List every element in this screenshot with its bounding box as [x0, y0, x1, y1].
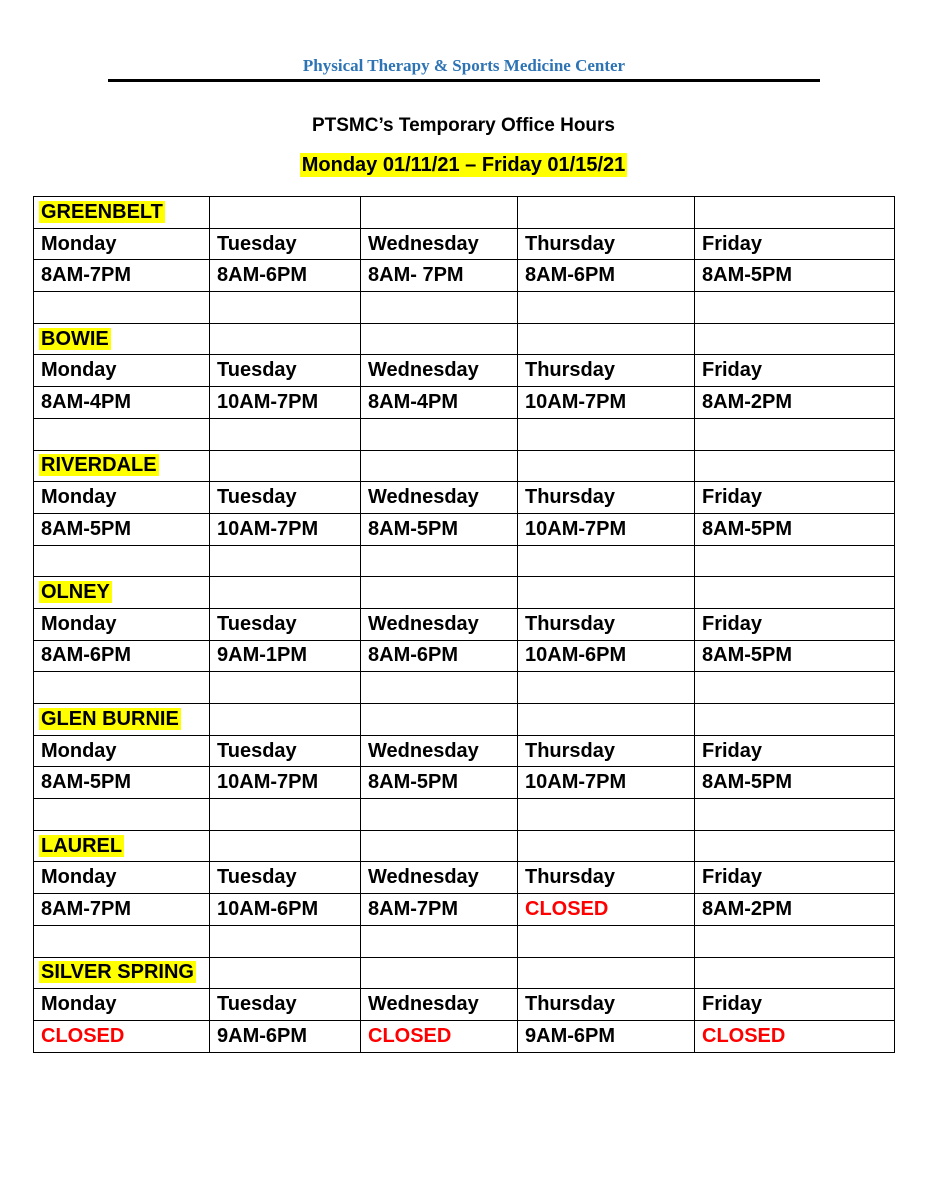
- empty-cell: [210, 197, 361, 229]
- empty-cell: [361, 672, 518, 704]
- hours-cell-thursday: 10AM-7PM: [518, 513, 695, 545]
- location-name: OLNEY: [41, 581, 110, 604]
- header-divider: [108, 79, 820, 82]
- day-label-wednesday: Wednesday: [361, 989, 518, 1021]
- day-header-row: [34, 735, 895, 767]
- location-name-cell: [34, 704, 210, 736]
- hours-cell-friday: 8AM-5PM: [695, 640, 895, 672]
- empty-cell: [210, 292, 361, 324]
- empty-cell: [518, 799, 695, 831]
- empty-cell: [361, 830, 518, 862]
- empty-cell: [518, 830, 695, 862]
- empty-cell: [361, 197, 518, 229]
- day-label-wednesday: Wednesday: [361, 355, 518, 387]
- hours-cell-tuesday: 10AM-7PM: [210, 387, 361, 419]
- location-name: BOWIE: [41, 327, 109, 350]
- empty-cell: [361, 957, 518, 989]
- empty-cell: [695, 799, 895, 831]
- hours-cell-tuesday: 9AM-1PM: [210, 640, 361, 672]
- empty-cell: [210, 418, 361, 450]
- hours-cell-tuesday: 10AM-6PM: [210, 894, 361, 926]
- location-name: LAUREL: [41, 834, 123, 857]
- hours-cell-wednesday: 8AM-6PM: [361, 640, 518, 672]
- empty-cell: [361, 323, 518, 355]
- empty-cell: [361, 418, 518, 450]
- empty-cell: [210, 704, 361, 736]
- empty-cell: [695, 323, 895, 355]
- day-label-monday: Monday: [34, 482, 210, 514]
- location-row-greenbelt: [34, 197, 895, 229]
- empty-cell: [210, 830, 361, 862]
- hours-cell-monday: 8AM-7PM: [34, 894, 210, 926]
- day-label-tuesday: Tuesday: [210, 228, 361, 260]
- hours-cell-friday: 8AM-5PM: [695, 513, 895, 545]
- day-label-monday: Monday: [34, 228, 210, 260]
- empty-cell: [210, 577, 361, 609]
- day-label-wednesday: Wednesday: [361, 482, 518, 514]
- location-name-cell: [34, 450, 210, 482]
- location-row-glen-burnie: [34, 704, 895, 736]
- hours-row: [34, 1020, 895, 1052]
- location-name-cell: [34, 957, 210, 989]
- location-name: RIVERDALE: [41, 454, 157, 477]
- day-label-friday: Friday: [695, 482, 895, 514]
- empty-cell: [210, 545, 361, 577]
- date-range-line: [0, 154, 927, 177]
- hours-cell-thursday: CLOSED: [518, 894, 695, 926]
- empty-cell: [518, 704, 695, 736]
- empty-cell: [34, 799, 210, 831]
- hours-cell-tuesday: 8AM-6PM: [210, 260, 361, 292]
- hours-cell-friday: 8AM-2PM: [695, 387, 895, 419]
- hours-cell-monday: 8AM-5PM: [34, 767, 210, 799]
- location-row-riverdale: [34, 450, 895, 482]
- spacer-row: [34, 672, 895, 704]
- day-header-row: [34, 482, 895, 514]
- office-hours-table-body: [34, 197, 895, 1053]
- hours-cell-tuesday: 10AM-7PM: [210, 767, 361, 799]
- empty-cell: [518, 197, 695, 229]
- empty-cell: [518, 323, 695, 355]
- day-label-friday: Friday: [695, 862, 895, 894]
- day-header-row: [34, 228, 895, 260]
- location-name: SILVER SPRING: [41, 961, 194, 984]
- location-name: GLEN BURNIE: [41, 707, 179, 730]
- empty-cell: [210, 450, 361, 482]
- hours-cell-friday: 8AM-2PM: [695, 894, 895, 926]
- day-header-row: [34, 355, 895, 387]
- day-label-wednesday: Wednesday: [361, 608, 518, 640]
- day-label-monday: Monday: [34, 862, 210, 894]
- hours-cell-wednesday: 8AM-5PM: [361, 513, 518, 545]
- empty-cell: [361, 704, 518, 736]
- hours-cell-tuesday: 10AM-7PM: [210, 513, 361, 545]
- day-label-friday: Friday: [695, 355, 895, 387]
- hours-cell-monday: 8AM-6PM: [34, 640, 210, 672]
- day-label-wednesday: Wednesday: [361, 735, 518, 767]
- hours-cell-wednesday: CLOSED: [361, 1020, 518, 1052]
- office-hours-table: [33, 196, 895, 1053]
- empty-cell: [695, 704, 895, 736]
- empty-cell: [518, 418, 695, 450]
- empty-cell: [361, 799, 518, 831]
- empty-cell: [361, 925, 518, 957]
- day-label-tuesday: Tuesday: [210, 355, 361, 387]
- day-label-thursday: Thursday: [518, 862, 695, 894]
- day-label-tuesday: Tuesday: [210, 608, 361, 640]
- day-label-thursday: Thursday: [518, 482, 695, 514]
- day-label-friday: Friday: [695, 608, 895, 640]
- hours-cell-monday: CLOSED: [34, 1020, 210, 1052]
- spacer-row: [34, 799, 895, 831]
- day-label-tuesday: Tuesday: [210, 989, 361, 1021]
- location-name: GREENBELT: [41, 200, 163, 223]
- hours-row: [34, 260, 895, 292]
- hours-cell-friday: CLOSED: [695, 1020, 895, 1052]
- day-header-row: [34, 989, 895, 1021]
- location-name-cell: [34, 323, 210, 355]
- hours-cell-thursday: 10AM-7PM: [518, 767, 695, 799]
- empty-cell: [695, 197, 895, 229]
- empty-cell: [361, 292, 518, 324]
- empty-cell: [210, 323, 361, 355]
- location-row-silver-spring: [34, 957, 895, 989]
- empty-cell: [695, 418, 895, 450]
- hours-cell-thursday: 9AM-6PM: [518, 1020, 695, 1052]
- empty-cell: [695, 925, 895, 957]
- empty-cell: [518, 577, 695, 609]
- day-label-friday: Friday: [695, 735, 895, 767]
- date-range: Monday 01/11/21 – Friday 01/15/21: [301, 154, 626, 176]
- document-title: PTSMC’s Temporary Office Hours: [311, 115, 615, 136]
- location-name-cell: [34, 577, 210, 609]
- spacer-row: [34, 925, 895, 957]
- hours-row: [34, 387, 895, 419]
- hours-cell-wednesday: 8AM-5PM: [361, 767, 518, 799]
- hours-row: [34, 767, 895, 799]
- day-label-monday: Monday: [34, 735, 210, 767]
- day-label-thursday: Thursday: [518, 608, 695, 640]
- hours-cell-wednesday: 8AM-4PM: [361, 387, 518, 419]
- day-label-monday: Monday: [34, 989, 210, 1021]
- day-label-monday: Monday: [34, 608, 210, 640]
- empty-cell: [210, 925, 361, 957]
- empty-cell: [518, 672, 695, 704]
- location-name-cell: [34, 197, 210, 229]
- location-name-cell: [34, 830, 210, 862]
- spacer-row: [34, 292, 895, 324]
- hours-cell-thursday: 8AM-6PM: [518, 260, 695, 292]
- empty-cell: [695, 672, 895, 704]
- empty-cell: [34, 672, 210, 704]
- day-label-thursday: Thursday: [518, 735, 695, 767]
- day-header-row: [34, 608, 895, 640]
- day-label-monday: Monday: [34, 355, 210, 387]
- empty-cell: [34, 418, 210, 450]
- day-label-wednesday: Wednesday: [361, 228, 518, 260]
- day-label-thursday: Thursday: [518, 355, 695, 387]
- day-label-tuesday: Tuesday: [210, 482, 361, 514]
- location-row-bowie: [34, 323, 895, 355]
- hours-row: [34, 894, 895, 926]
- empty-cell: [518, 957, 695, 989]
- empty-cell: [518, 925, 695, 957]
- day-label-wednesday: Wednesday: [361, 862, 518, 894]
- hours-row: [34, 513, 895, 545]
- hours-cell-thursday: 10AM-6PM: [518, 640, 695, 672]
- hours-cell-monday: 8AM-7PM: [34, 260, 210, 292]
- empty-cell: [34, 292, 210, 324]
- empty-cell: [695, 545, 895, 577]
- hours-cell-monday: 8AM-4PM: [34, 387, 210, 419]
- day-label-tuesday: Tuesday: [210, 735, 361, 767]
- empty-cell: [695, 957, 895, 989]
- empty-cell: [34, 925, 210, 957]
- day-label-thursday: Thursday: [518, 228, 695, 260]
- day-header-row: [34, 862, 895, 894]
- empty-cell: [518, 545, 695, 577]
- empty-cell: [695, 450, 895, 482]
- hours-cell-wednesday: 8AM-7PM: [361, 894, 518, 926]
- empty-cell: [695, 577, 895, 609]
- empty-cell: [518, 450, 695, 482]
- day-label-tuesday: Tuesday: [210, 862, 361, 894]
- empty-cell: [695, 830, 895, 862]
- empty-cell: [361, 577, 518, 609]
- location-row-olney: [34, 577, 895, 609]
- day-label-friday: Friday: [695, 228, 895, 260]
- day-label-friday: Friday: [695, 989, 895, 1021]
- spacer-row: [34, 418, 895, 450]
- empty-cell: [361, 450, 518, 482]
- hours-cell-monday: 8AM-5PM: [34, 513, 210, 545]
- hours-cell-tuesday: 9AM-6PM: [210, 1020, 361, 1052]
- empty-cell: [34, 545, 210, 577]
- spacer-row: [34, 545, 895, 577]
- day-label-thursday: Thursday: [518, 989, 695, 1021]
- empty-cell: [361, 545, 518, 577]
- hours-cell-friday: 8AM-5PM: [695, 260, 895, 292]
- empty-cell: [518, 292, 695, 324]
- hours-cell-thursday: 10AM-7PM: [518, 387, 695, 419]
- hours-cell-wednesday: 8AM- 7PM: [361, 260, 518, 292]
- hours-cell-friday: 8AM-5PM: [695, 767, 895, 799]
- empty-cell: [210, 799, 361, 831]
- location-row-laurel: [34, 830, 895, 862]
- empty-cell: [210, 672, 361, 704]
- empty-cell: [695, 292, 895, 324]
- empty-cell: [210, 957, 361, 989]
- hours-row: [34, 640, 895, 672]
- organization-name: Physical Therapy & Sports Medicine Center: [302, 56, 626, 75]
